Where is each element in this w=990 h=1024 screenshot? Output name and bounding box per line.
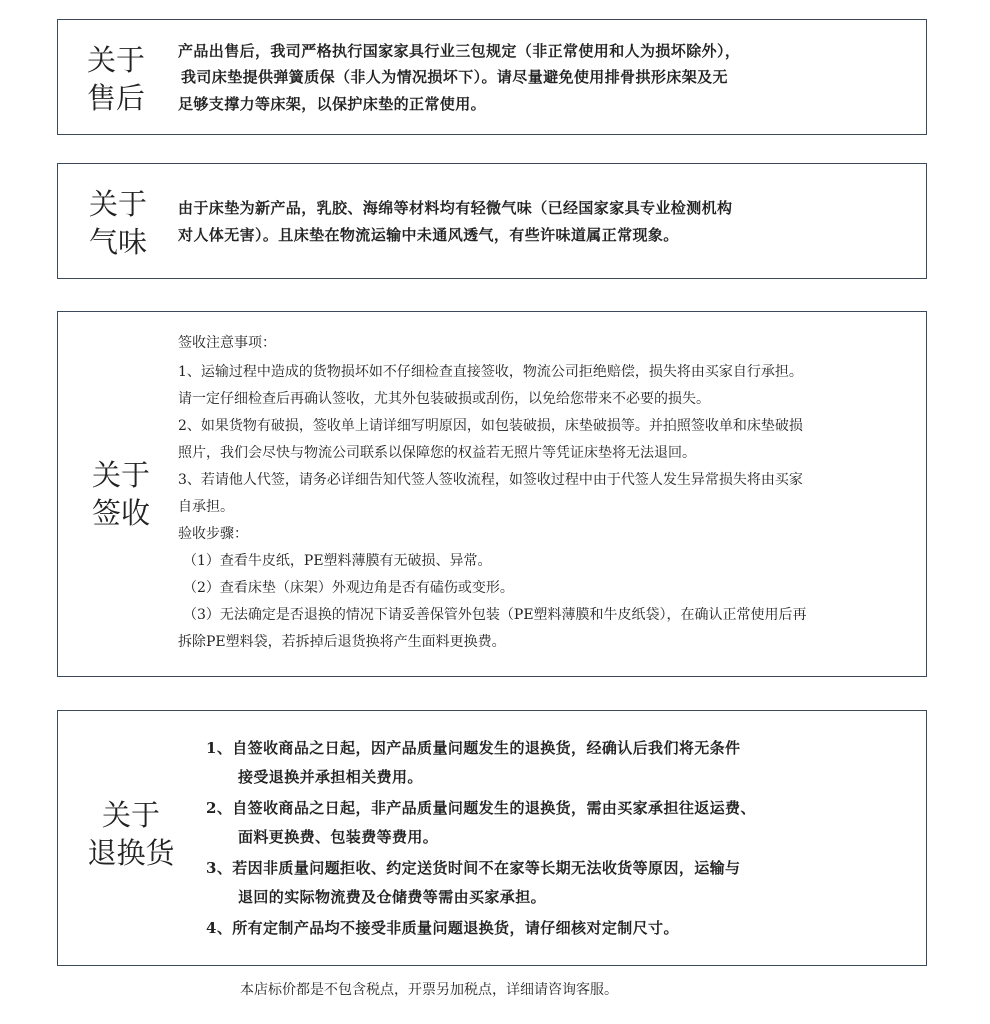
returns-line-5: 3、若因非质量问题拒收、约定送货时间不在家等长期无法收货等原因，运输与 — [206, 859, 741, 877]
returns-line-6: 退回的实际物流费及仓储费等需由买家承担。 — [238, 888, 547, 906]
receipt-line-1: 签收注意事项： — [178, 335, 276, 351]
receipt-line-4: 2、如果货物有破损，签收单上请详细写明原因，如包装破损，床垫破损等。并拍照签收单和床垫破损 — [178, 418, 803, 434]
receipt-line-5: 照片，我们会尽快与物流公司联系以保障您的权益若无照片等凭证床垫将无法退回。 — [178, 445, 696, 461]
receipt-title-line-2: 签收 — [91, 496, 150, 530]
returns-line-3: 2、自签收商品之日起，非产品质量问题发生的退换货，需由买家承担往返运费、 — [206, 799, 756, 817]
after-sales-line-1: 产品出售后，我司严格执行国家家具行业三包规定（非正常使用和人为损坏除外）， — [178, 42, 741, 60]
returns-title-line-1: 关于 — [101, 798, 160, 832]
footer-note: 本店标价都是不包含税点，开票另加税点，详细请咨询客服。 — [240, 982, 618, 998]
receipt-line-7: 自承担。 — [178, 499, 234, 515]
after-sales-line-2: 我司床垫提供弹簧质保（非人为情况损坏下）。请尽量避免使用排骨拱形床架及无 — [181, 68, 728, 86]
receipt-line-2: 1、运输过程中造成的货物损坏如不仔细检查直接签收，物流公司拒绝赔偿，损失将由买家自行承担。 — [178, 364, 803, 380]
receipt-line-6: 3、若请他人代签，请务必详细告知代签人签收流程，如签收过程中由于代签人发生异常损失将由买家 — [178, 472, 803, 488]
receipt-title-line-1: 关于 — [91, 458, 150, 492]
returns-title — [71, 796, 191, 872]
receipt-line-10: （2）查看床垫（床架）外观边角是否有磕伤或变形。 — [183, 580, 514, 596]
odor-title-line-2: 气味 — [88, 225, 147, 259]
receipt-line-12: 拆除PE塑料袋，若拆掉后退货换将产生面料更换费。 — [178, 634, 506, 650]
receipt-line-9: （1）查看牛皮纸，PE塑料薄膜有无破损、异常。 — [183, 553, 492, 569]
after-sales-title-line-2: 售后 — [86, 81, 145, 115]
odor-line-2: 对人体无害）。且床垫在物流运输中未通风透气，有些许味道属正常现象。 — [178, 226, 679, 244]
returns-line-2: 接受退换并承担相关费用。 — [238, 768, 423, 786]
returns-line-4: 面料更换费、包装费等费用。 — [238, 828, 439, 846]
odor-line-1: 由于床垫为新产品，乳胶、海绵等材料均有轻微气味（已经国家家具专业检测机构 — [178, 199, 733, 217]
receipt-line-8: 验收步骤： — [178, 526, 248, 542]
receipt-line-3: 请一定仔细检查后再确认签收，尤其外包装破损或刮伤，以免给您带来不必要的损失。 — [178, 391, 710, 407]
returns-title-line-2: 退换货 — [87, 836, 175, 870]
receipt-line-11: （3）无法确定是否退换的情况下请妥善保管外包装（PE塑料薄膜和牛皮纸袋），在确认正常使用后再 — [183, 607, 807, 623]
after-sales-title — [56, 41, 176, 117]
returns-line-7: 4、所有定制产品均不接受非质量问题退换货，请仔细核对定制尺寸。 — [206, 919, 679, 937]
odor-panel — [57, 163, 927, 279]
after-sales-line-3: 足够支撑力等床架，以保护床垫的正常使用。 — [178, 95, 487, 113]
receipt-title — [61, 456, 181, 532]
returns-line-1: 1、自签收商品之日起，因产品质量问题发生的退换货，经确认后我们将无条件 — [206, 739, 741, 757]
odor-title — [58, 185, 178, 261]
odor-title-line-1: 关于 — [88, 187, 147, 221]
after-sales-title-line-1: 关于 — [86, 43, 145, 77]
